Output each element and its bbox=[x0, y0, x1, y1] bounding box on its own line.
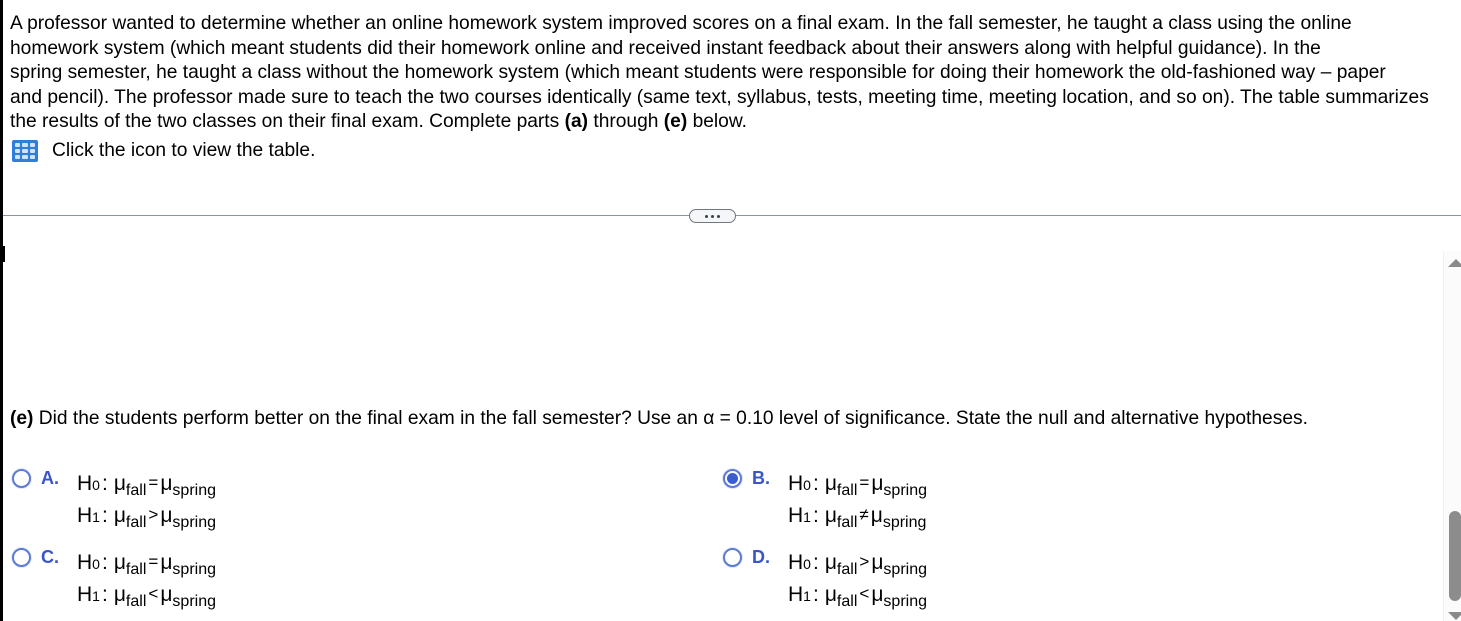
expand-collapse-button[interactable] bbox=[689, 209, 736, 223]
hypotheses-d bbox=[788, 547, 927, 611]
null-hypothesis: H 0 : μ fall = μ spring bbox=[788, 472, 927, 499]
part-a-label: (a) bbox=[564, 111, 589, 133]
radio-option-c[interactable] bbox=[12, 548, 31, 567]
part-e-label: (e) bbox=[663, 111, 688, 133]
ellipsis-dot-icon bbox=[711, 215, 714, 218]
option-letter: D. bbox=[752, 547, 770, 567]
alternative-hypothesis: H 1 : μ fall > μ spring bbox=[77, 504, 216, 531]
scroll-up-arrow-icon[interactable] bbox=[1448, 259, 1461, 267]
problem-line: homework system (which meant students did their homework online and received instant feedback about their answers along with helpful guidance). In the bbox=[10, 37, 1321, 59]
radio-option-b[interactable] bbox=[723, 469, 742, 488]
ellipsis-dot-icon bbox=[705, 215, 708, 218]
problem-line: and pencil). The professor made sure to teach the two courses identically (same text, syllabus, tests, meeting time, meeting location, and so on). The table summarizes bbox=[10, 86, 1429, 108]
question-text: Did the students perform better on the final exam in the fall semester? Use an α = 0.10 level of significance. State the null and alternative hypotheses. bbox=[33, 408, 1308, 429]
radio-option-d[interactable] bbox=[723, 548, 742, 567]
problem-statement-pane bbox=[3, 0, 1461, 215]
alternative-hypothesis: H 1 : μ fall ≠ μ spring bbox=[788, 504, 927, 531]
alternative-hypothesis: H 1 : μ fall < μ spring bbox=[788, 583, 927, 610]
view-table-link[interactable] bbox=[10, 140, 1461, 162]
option-letter: A. bbox=[41, 468, 59, 488]
ellipsis-dot-icon bbox=[717, 215, 720, 218]
option-letter: B. bbox=[752, 468, 770, 488]
scrollbar-thumb[interactable] bbox=[1449, 511, 1461, 601]
option-d[interactable] bbox=[723, 547, 927, 611]
option-letter: C. bbox=[41, 547, 59, 567]
vertical-scrollbar[interactable] bbox=[1443, 251, 1461, 621]
question-pane bbox=[3, 251, 1440, 621]
hypotheses-a bbox=[77, 468, 216, 532]
alternative-hypothesis: H 1 : μ fall < μ spring bbox=[77, 583, 216, 610]
problem-line: A professor wanted to determine whether an online homework system improved scores on a final exam. In the fall semester, he taught a class using the online bbox=[10, 13, 1352, 34]
question-prompt bbox=[10, 408, 1308, 430]
hypotheses-b bbox=[788, 468, 927, 532]
option-c[interactable] bbox=[12, 547, 216, 611]
null-hypothesis: H 0 : μ fall > μ spring bbox=[788, 551, 927, 578]
option-a[interactable] bbox=[12, 468, 216, 532]
null-hypothesis: H 0 : μ fall = μ spring bbox=[77, 472, 216, 499]
problem-text bbox=[10, 12, 1460, 135]
scroll-down-arrow-icon[interactable] bbox=[1448, 612, 1461, 620]
problem-line: spring semester, he taught a class without the homework system (which meant students were responsible for doing their homework the old-fashioned way – paper bbox=[10, 62, 1386, 84]
problem-line: the results of the two classes on their final exam. Complete parts (a) through (e) below. bbox=[10, 111, 747, 133]
null-hypothesis: H 0 : μ fall = μ spring bbox=[77, 551, 216, 578]
view-table-label: Click the icon to view the table. bbox=[52, 139, 316, 161]
radio-option-a[interactable] bbox=[12, 469, 31, 488]
option-b[interactable] bbox=[723, 468, 927, 532]
table-grid-icon[interactable] bbox=[12, 140, 38, 162]
question-part-label: (e) bbox=[10, 408, 34, 429]
hypotheses-c bbox=[77, 547, 216, 611]
